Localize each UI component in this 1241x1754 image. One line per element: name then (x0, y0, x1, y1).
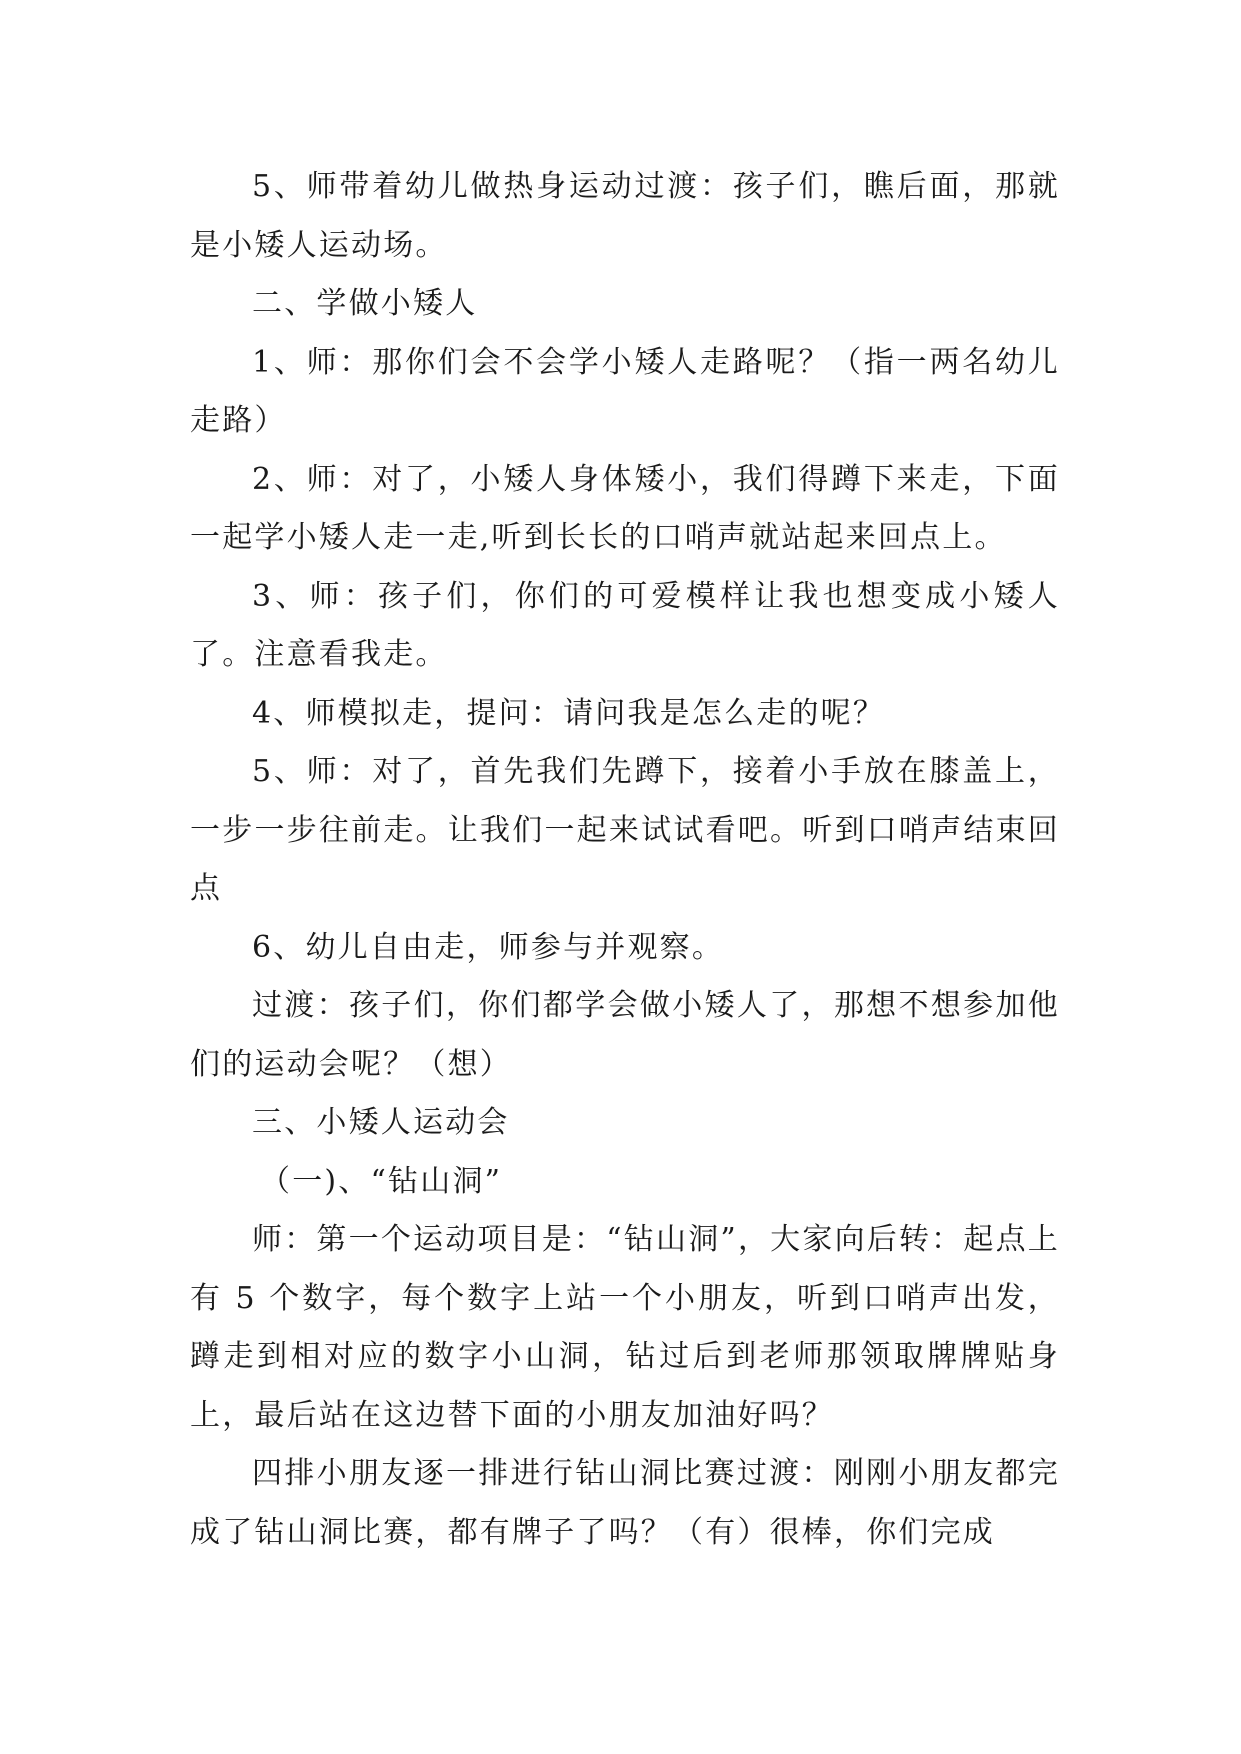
paragraph-warmup-transition: 5、师带着幼儿做热身运动过渡：孩子们，瞧后面，那就是小矮人运动场。 (190, 169, 1060, 263)
paragraph-step-3: 3、师：孩子们，你们的可爱模样让我也想变成小矮人了。注意看我走。 (190, 578, 1060, 672)
paragraph-step-5: 5、师：对了，首先我们先蹲下，接着小手放在膝盖上，一步一步往前走。让我们一起来试试看吧。听到口哨声结束回点 (190, 754, 1060, 906)
paragraph-step-4: 4、师模拟走，提问：请问我是怎么走的呢？ (252, 695, 886, 731)
section-heading-sports-meet: 三、小矮人运动会 (252, 1105, 510, 1140)
paragraph-transition: 过渡：孩子们，你们都学会做小矮人了，那想不想参加他们的运动会呢？（想） (190, 988, 1060, 1082)
paragraph-drill-cave-race: 四排小朋友逐一排进行钻山洞比赛过渡：刚刚小朋友都完成了钻山洞比赛，都有牌子了吗？（有）很棒，你们完成 (190, 1456, 1060, 1550)
subheading-drill-cave: （一)、“钻山洞” (260, 1163, 503, 1199)
section-heading-learn-dwarf: 二、学做小矮人 (252, 286, 478, 321)
paragraph-step-1: 1、师：那你们会不会学小矮人走路呢？（指一两名幼儿走路） (190, 344, 1060, 438)
document-page (190, 158, 1060, 1562)
paragraph-drill-cave-rules: 师：第一个运动项目是：“钻山洞”，大家向后转：起点上有 5 个数字，每个数字上站一个小朋友，听到口哨声出发，蹲走到相对应的数字小山洞，钻过后到老师那领取牌牌贴身上，最后站在这边替下面的小朋友加油好吗？ (190, 1222, 1060, 1433)
paragraph-step-2: 2、师：对了，小矮人身体矮小，我们得蹲下来走，下面一起学小矮人走一走,听到长长的口哨声就站起来回点上。 (190, 461, 1060, 555)
paragraph-step-6: 6、幼儿自由走，师参与并观察。 (252, 929, 725, 965)
